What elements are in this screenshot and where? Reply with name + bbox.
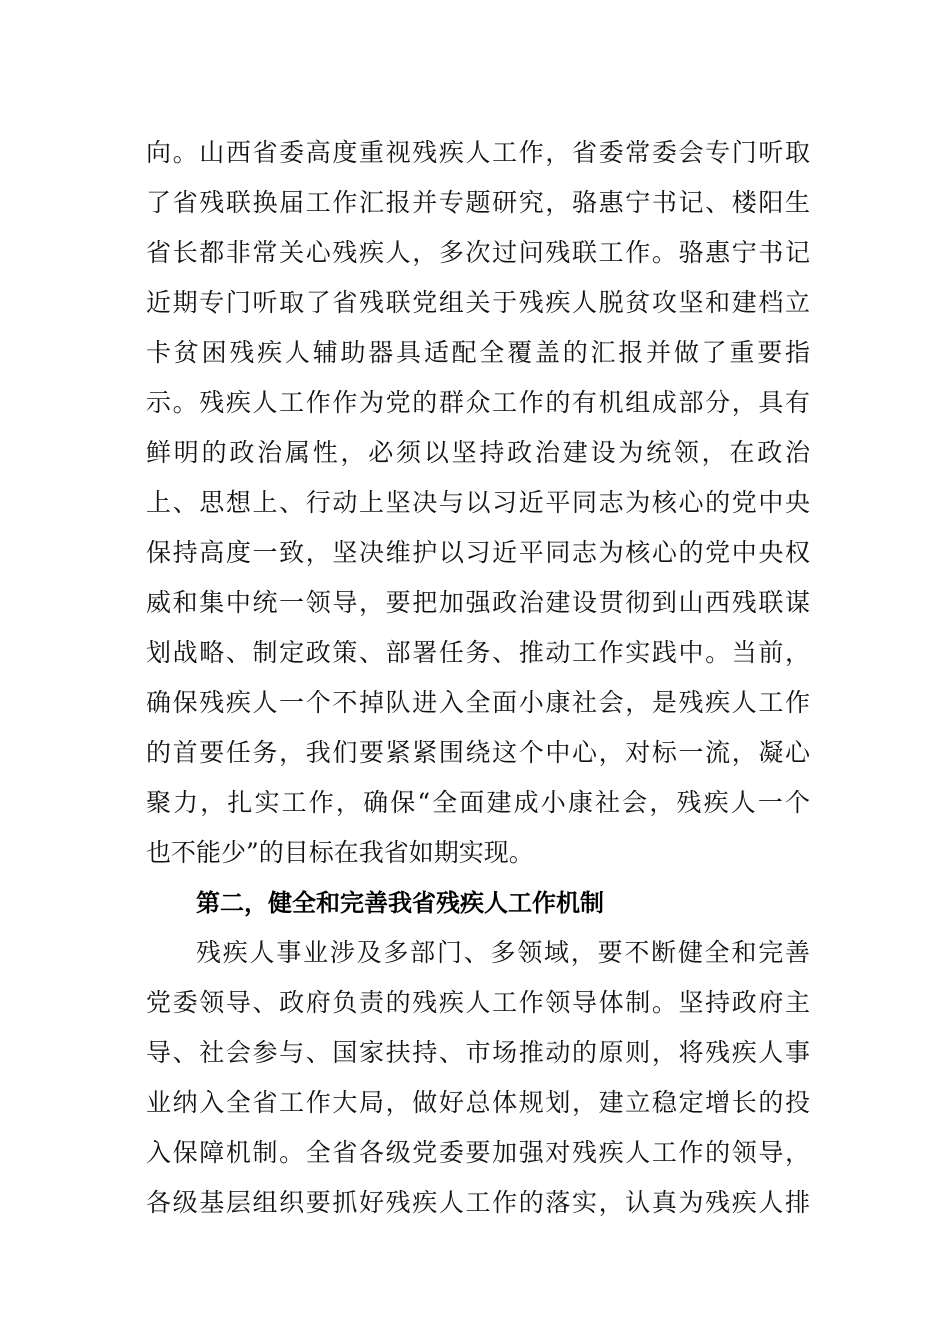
paragraph-line: 省长都非常关心残疾人，多次过问残联工作。骆惠宁书记 <box>146 238 810 267</box>
paragraph-line: 卡贫困残疾人辅助器具适配全覆盖的汇报并做了重要指 <box>146 338 810 367</box>
paragraph-line: 也不能少”的目标在我省如期实现。 <box>146 838 534 867</box>
paragraph-line: 的首要任务，我们要紧紧围绕这个中心，对标一流，凝心 <box>146 738 810 767</box>
paragraph-line: 近期专门听取了省残联党组关于残疾人脱贫攻坚和建档立 <box>146 288 810 317</box>
paragraph-line: 向。山西省委高度重视残疾人工作，省委常委会专门听取 <box>146 138 810 167</box>
paragraph-line: 威和集中统一领导，要把加强政治建设贯彻到山西残联谋 <box>146 588 810 617</box>
paragraph-line: 聚力，扎实工作，确保“全面建成小康社会，残疾人一个 <box>146 788 810 817</box>
paragraph-line: 业纳入全省工作大局，做好总体规划，建立稳定增长的投 <box>146 1088 810 1117</box>
paragraph-line: 确保残疾人一个不掉队进入全面小康社会，是残疾人工作 <box>146 688 810 717</box>
paragraph-line: 残疾人事业涉及多部门、多领域，要不断健全和完善 <box>196 938 810 967</box>
paragraph-line: 各级基层组织要抓好残疾人工作的落实，认真为残疾人排 <box>146 1188 810 1217</box>
paragraph-line: 导、社会参与、国家扶持、市场推动的原则，将残疾人事 <box>146 1038 810 1067</box>
paragraph-line: 党委领导、政府负责的残疾人工作领导体制。坚持政府主 <box>146 988 810 1017</box>
paragraph-line: 划战略、制定政策、部署任务、推动工作实践中。当前， <box>146 638 810 667</box>
section-heading: 第二，健全和完善我省残疾人工作机制 <box>196 889 604 917</box>
paragraph-line: 示。残疾人工作作为党的群众工作的有机组成部分，具有 <box>146 388 810 417</box>
paragraph-line: 入保障机制。全省各级党委要加强对残疾人工作的领导， <box>146 1138 810 1167</box>
paragraph-line: 上、思想上、行动上坚决与以习近平同志为核心的党中央 <box>146 488 810 517</box>
paragraph-2 <box>146 928 810 1228</box>
paragraph-line: 鲜明的政治属性，必须以坚持政治建设为统领，在政治 <box>146 438 810 467</box>
document-body <box>146 128 810 1228</box>
paragraph-line: 了省残联换届工作汇报并专题研究，骆惠宁书记、楼阳生 <box>146 188 810 217</box>
paragraph-line: 保持高度一致，坚决维护以习近平同志为核心的党中央权 <box>146 538 810 567</box>
paragraph-1 <box>146 128 810 878</box>
